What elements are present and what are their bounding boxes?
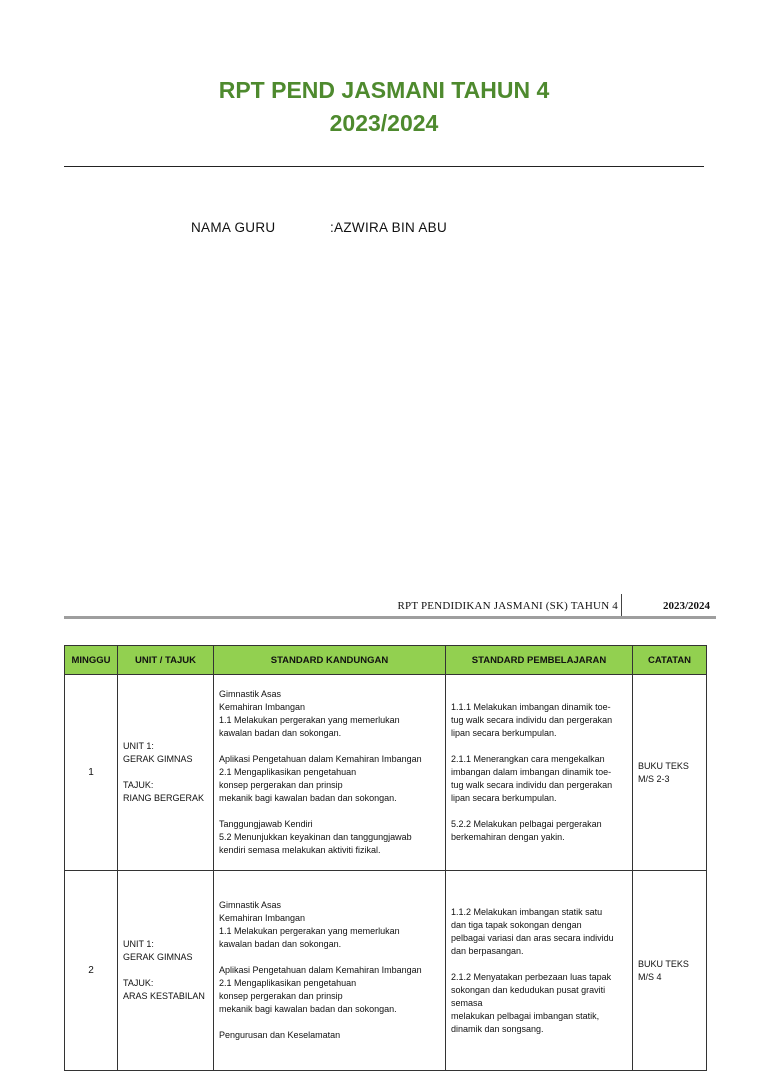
standard-kandungan-cell (214, 675, 446, 871)
standard-pembelajaran-cell-line: melakukan pelbagai imbangan statik, (451, 1010, 600, 1021)
standard-pembelajaran-cell-line (451, 805, 627, 818)
standard-kandungan-cell-line: Gimnastik Asas (219, 900, 282, 910)
header-catatan: CATATAN (633, 646, 707, 675)
standard-pembelajaran-cell (446, 675, 633, 871)
standard-kandungan-cell-line: Kemahiran Imbangan (219, 702, 306, 712)
standard-pembelajaran-cell-line: 1.1.1 Melakukan imbangan dinamik toe- (451, 702, 611, 712)
standard-kandungan-cell-line: konsep pergerakan dan prinsip (219, 991, 343, 1001)
unit-tajuk-cell-line: GERAK GIMNAS (123, 952, 193, 962)
title-line-2: 2023/2024 (329, 110, 439, 136)
minggu-cell: 2 (65, 871, 118, 1071)
standard-pembelajaran-cell-line: tug walk secara individu dan pergerakan (451, 780, 613, 790)
unit-tajuk-cell-line (123, 766, 208, 779)
catatan-cell-line: BUKU TEKS (638, 760, 689, 771)
standard-kandungan-cell-line: konsep pergerakan dan prinsip (219, 780, 343, 790)
rpt-table (64, 645, 707, 1071)
catatan-cell-line: M/S 2-3 (638, 773, 670, 784)
standard-kandungan-cell-line: mekanik bagi kawalan badan dan sokongan. (219, 1004, 397, 1014)
standard-kandungan-cell-line: kawalan badan dan sokongan. (219, 939, 342, 949)
unit-tajuk-cell (118, 871, 214, 1071)
table-row (65, 871, 707, 1071)
standard-kandungan-cell-line (219, 805, 440, 818)
standard-kandungan-cell-line: kendiri semasa melakukan aktiviti fizikal. (219, 845, 381, 855)
standard-kandungan-cell-line: Kemahiran Imbangan (219, 913, 306, 923)
standard-pembelajaran-cell-line: 2.1.2 Menyatakan perbezaan luas tapak (451, 971, 612, 982)
document-title (0, 74, 768, 140)
standard-kandungan-cell-line: 5.2 Menunjukkan keyakinan dan tanggungjawab (219, 832, 412, 842)
standard-pembelajaran-cell-line: lipan secara berkumpulan. (451, 793, 557, 803)
standard-kandungan-cell-line (219, 951, 440, 964)
standard-kandungan-cell-line: Aplikasi Pengetahuan dalam Kemahiran Imbangan (219, 754, 422, 764)
page-header-divider (621, 594, 622, 616)
standard-kandungan-cell-line: Gimnastik Asas (219, 689, 282, 699)
header-minggu: MINGGU (65, 646, 118, 675)
standard-pembelajaran-cell-line: dinamik dan songsang. (451, 1023, 544, 1034)
page-header-rule (64, 616, 716, 619)
standard-pembelajaran-cell-line: berkemahiran dengan yakin. (451, 832, 565, 842)
standard-kandungan-cell-line: Pengurusan dan Keselamatan (219, 1030, 341, 1040)
unit-tajuk-cell (118, 675, 214, 871)
catatan-cell (633, 675, 707, 871)
standard-pembelajaran-cell-line: tug walk secara individu dan pergerakan (451, 715, 613, 725)
page-header-year: 2023/2024 (662, 600, 710, 612)
standard-kandungan-cell-line: 2.1 Mengaplikasikan pengetahuan (219, 978, 357, 988)
standard-kandungan-cell-line: 1.1 Melakukan pergerakan yang memerlukan (219, 715, 400, 725)
standard-pembelajaran-cell-line: imbangan dalam imbangan dinamik toe- (451, 767, 612, 777)
standard-pembelajaran-cell-line: dan tiga tapak sokongan dengan (451, 919, 582, 930)
unit-tajuk-cell-line: TAJUK: (123, 780, 154, 790)
minggu-cell: 1 (65, 675, 118, 871)
teacher-name: :AZWIRA BIN ABU (330, 220, 448, 235)
standard-kandungan-cell-line: mekanik bagi kawalan badan dan sokongan. (219, 793, 397, 803)
standard-kandungan-cell (214, 871, 446, 1071)
standard-pembelajaran-cell-line: 5.2.2 Melakukan pelbagai pergerakan (451, 819, 602, 829)
catatan-cell (633, 871, 707, 1071)
standard-pembelajaran-cell-line (451, 958, 627, 971)
unit-tajuk-cell-line: GERAK GIMNAS (123, 754, 193, 764)
title-divider (64, 166, 704, 167)
teacher-label: NAMA GURU (191, 220, 276, 235)
standard-pembelajaran-cell-line: semasa (451, 997, 483, 1008)
standard-kandungan-cell-line: Aplikasi Pengetahuan dalam Kemahiran Imbangan (219, 965, 422, 975)
table-header-row (65, 646, 707, 675)
standard-kandungan-cell-line (219, 1016, 440, 1029)
standard-kandungan-cell-line (219, 740, 440, 753)
standard-pembelajaran-cell-line: 1.1.2 Melakukan imbangan statik satu (451, 906, 603, 917)
page-header (64, 594, 716, 616)
page-header-title: RPT PENDIDIKAN JASMANI (SK) TAHUN 4 (397, 600, 618, 612)
standard-pembelajaran-cell-line: sokongan dan kedudukan pusat graviti (451, 984, 606, 995)
table-row (65, 675, 707, 871)
standard-pembelajaran-cell (446, 871, 633, 1071)
header-standard-kandungan: STANDARD KANDUNGAN (214, 646, 446, 675)
standard-pembelajaran-cell-line: pelbagai variasi dan aras secara individu (451, 932, 614, 943)
header-unit-tajuk: UNIT / TAJUK (118, 646, 214, 675)
standard-pembelajaran-cell-line (451, 740, 627, 753)
standard-kandungan-cell-line: kawalan badan dan sokongan. (219, 728, 342, 738)
header-standard-pembelajaran: STANDARD PEMBELAJARAN (446, 646, 633, 675)
catatan-cell-line: BUKU TEKS (638, 958, 689, 969)
unit-tajuk-cell-line: UNIT 1: (123, 741, 154, 751)
standard-pembelajaran-cell-line: 2.1.1 Menerangkan cara mengekalkan (451, 754, 605, 764)
unit-tajuk-cell-line: ARAS KESTABILAN (123, 991, 205, 1001)
standard-kandungan-cell-line: 2.1 Mengaplikasikan pengetahuan (219, 767, 357, 777)
unit-tajuk-cell-line: RIANG BERGERAK (123, 793, 205, 803)
unit-tajuk-cell-line (123, 964, 208, 977)
standard-kandungan-cell-line: 1.1 Melakukan pergerakan yang memerlukan (219, 926, 400, 936)
standard-pembelajaran-cell-line: lipan secara berkumpulan. (451, 728, 557, 738)
unit-tajuk-cell-line: TAJUK: (123, 978, 154, 988)
standard-pembelajaran-cell-line: dan berpasangan. (451, 945, 524, 956)
title-line-1: RPT PEND JASMANI TAHUN 4 (218, 77, 550, 103)
unit-tajuk-cell-line: UNIT 1: (123, 939, 154, 949)
catatan-cell-line: M/S 4 (638, 971, 662, 982)
standard-kandungan-cell-line: Tanggungjawab Kendiri (219, 819, 313, 829)
